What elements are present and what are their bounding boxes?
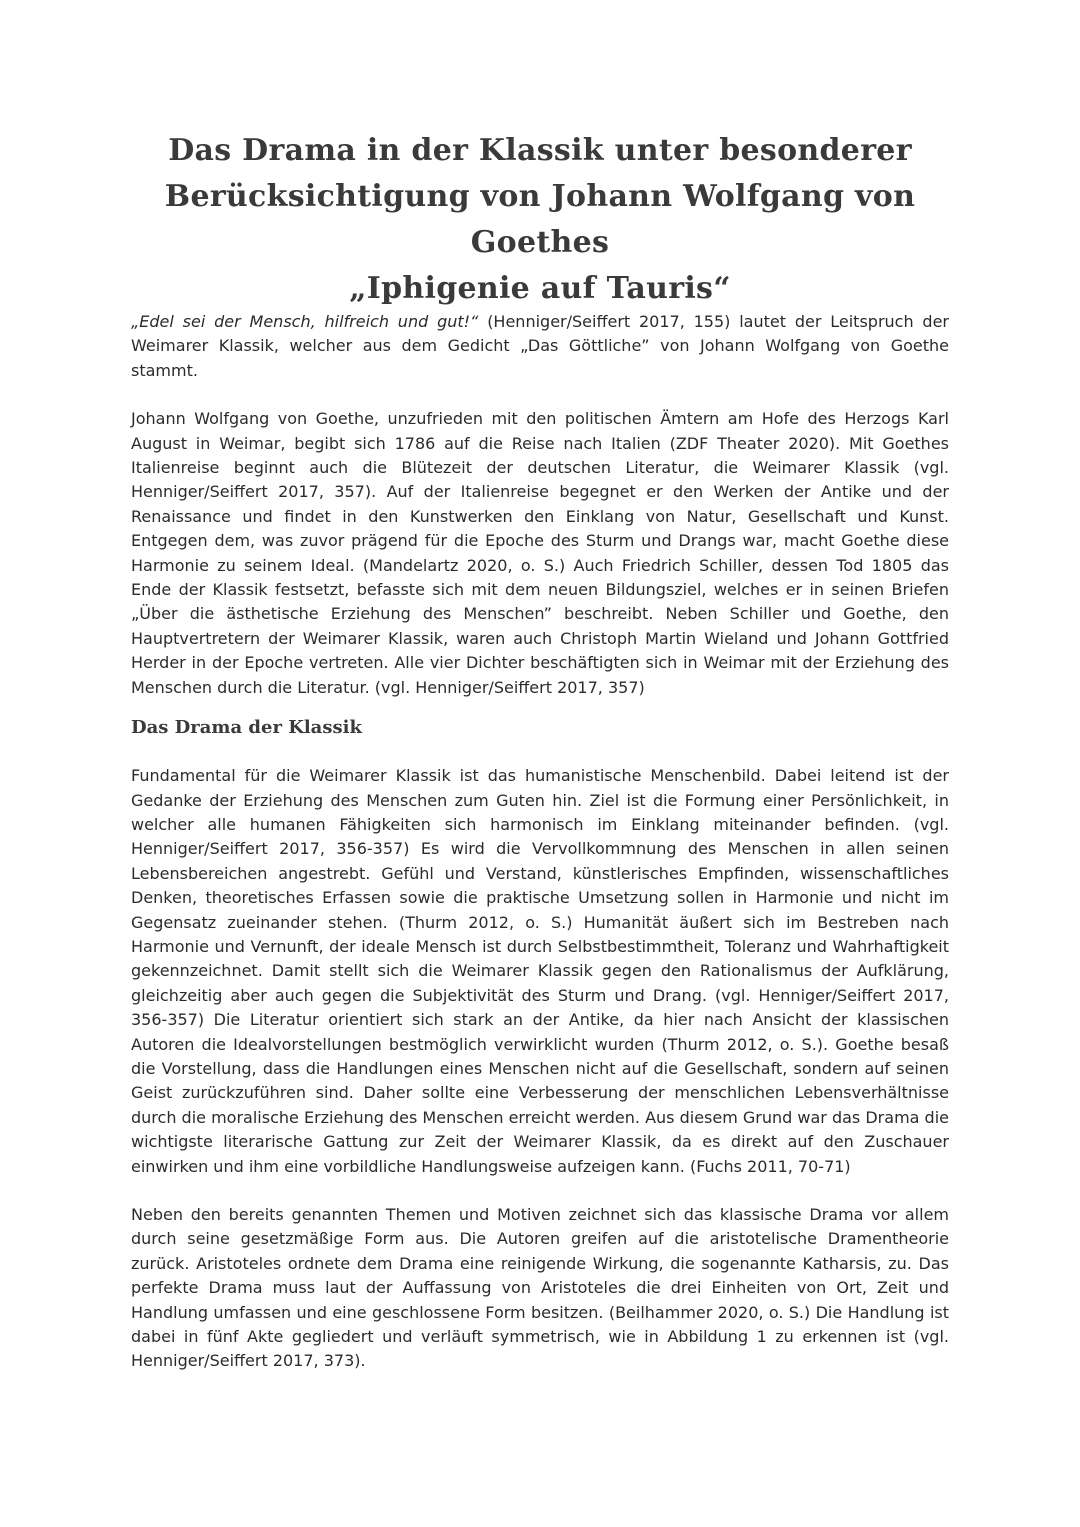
paragraph-form: Neben den bereits genannten Themen und Motiven zeichnet sich das klassische Drama vor allem durch seine gesetzmäßige Form aus. Die Autoren greifen auf die aristotelische Dramentheorie zurück. Aristoteles ordnete dem Drama eine reinigende Wirkung, die sogenannte Katharsis, zu. Das perfekte Drama muss laut der Auffassung von Aristoteles die drei Einheiten von Ort, Zeit und Handlung umfassen und eine geschlossene Form besitzen. (Beilhammer 2020, o. S.) Die Handlung ist dabei in fünf Akte gegliedert und verläuft symmetrisch, wie in Abbildung 1 zu erkennen ist (vgl. Henniger/Seiffert 2017, 373). [131,1205,949,1371]
section-heading: Das Drama der Klassik [131,717,362,739]
paragraph-humanism: Fundamental für die Weimarer Klassik ist das humanistische Menschenbild. Dabei leitend ist der Gedanke der Erziehung des Menschen zum Guten hin. Ziel ist die Formung einer Persönlichkeit, in welcher alle humanen Fähigkeiten sich harmonisch im Einklang miteinander befinden. (vgl. Henniger/Seiffert 2017, 356-357) Es wird die Vervollkommnung des Menschen in allen seinen Lebensbereichen angestrebt. Gefühl und Verstand, künstlerisches Empfinden, wissenschaftliches Denken, theoretisches Erfassen sowie die praktische Umsetzung sollen in Harmonie und nicht im Gegensatz zueinander stehen. (Thurm 2012, o. S.) Humanität äußert sich im Bestreben nach Harmonie und Vernunft, der ideale Mensch ist durch Selbstbestimmtheit, Toleranz und Wahrhaftigkeit gekennzeichnet. Damit stellt sich die Weimarer Klassik gegen den Rationalismus der Aufklärung, gleichzeitig aber auch gegen die Subjektivität des Sturm und Drang. (vgl. Henniger/Seiffert 2017, 356-357) Die Literatur orientiert sich stark an der Antike, da hier nach Ansicht der klassischen Autoren die Idealvorstellungen bestmöglich verwirklicht wurden (Thurm 2012, o. S.). Goethe besaß die Vorstellung, dass die Handlungen eines Menschen nicht auf die Gesellschaft, sondern auf seinen Geist zurückzuführen sind. Daher sollte eine Verbesserung der menschlichen Lebensverhältnisse durch die moralische Erziehung des Menschen erreicht werden. Aus diesem Grund war das Drama die wichtigste literarische Gattung zur Zeit der Weimarer Klassik, da es direkt auf den Zuschauer einwirken und ihm eine vorbildliche Handlungsweise aufzeigen kann. (Fuchs 2011, 70-71) [131,766,949,1176]
intro-rest: (Henniger/Seiffert 2017, 155) lautet der Leitspruch der Weimarer Klassik, welcher aus dem Gedicht „Das Göttliche” von Johann Wolfgang von Goethe stammt. [131,312,950,380]
title-line-1: Das Drama in der Klassik unter besonderer [168,133,912,168]
intro-quote: „Edel sei der Mensch, hilfreich und gut!“ [131,312,479,331]
title-line-3: „Iphigenie auf Tauris“ [349,271,731,306]
document-title [100,128,980,312]
title-line-2: Berücksichtigung von Johann Wolfgang von Goethes [164,179,916,260]
paragraph-italy-journey: Johann Wolfgang von Goethe, unzufrieden mit den politischen Ämtern am Hofe des Herzogs Karl August in Weimar, begibt sich 1786 auf die Reise nach Italien (ZDF Theater 2020). Mit Goethes Italienreise beginnt auch die Blütezeit der deutschen Literatur, die Weimarer Klassik (vgl. Henniger/Seiffert 2017, 357). Auf der Italienreise begegnet er den Werken der Antike und der Renaissance und findet in den Kunstwerken den Einklang von Natur, Gesellschaft und Kunst. Entgegen dem, was zuvor prägend für die Epoche des Sturm und Drangs war, macht Goethe diese Harmonie zu seinem Ideal. (Mandelartz 2020, o. S.) Auch Friedrich Schiller, dessen Tod 1805 das Ende der Klassik festsetzt, befasste sich mit dem neuen Bildungsziel, welches er in seinen Briefen „Über die ästhetische Erziehung des Menschen” beschreibt. Neben Schiller und Goethe, den Hauptvertretern der Weimarer Klassik, waren auch Christoph Martin Wieland und Johann Gottfried Herder in der Epoche vertreten. Alle vier Dichter beschäftigten sich in Weimar mit der Erziehung des Menschen durch die Literatur. (vgl. Henniger/Seiffert 2017, 357) [131,409,949,697]
document-body [131,310,949,1398]
intro-paragraph [131,310,949,383]
